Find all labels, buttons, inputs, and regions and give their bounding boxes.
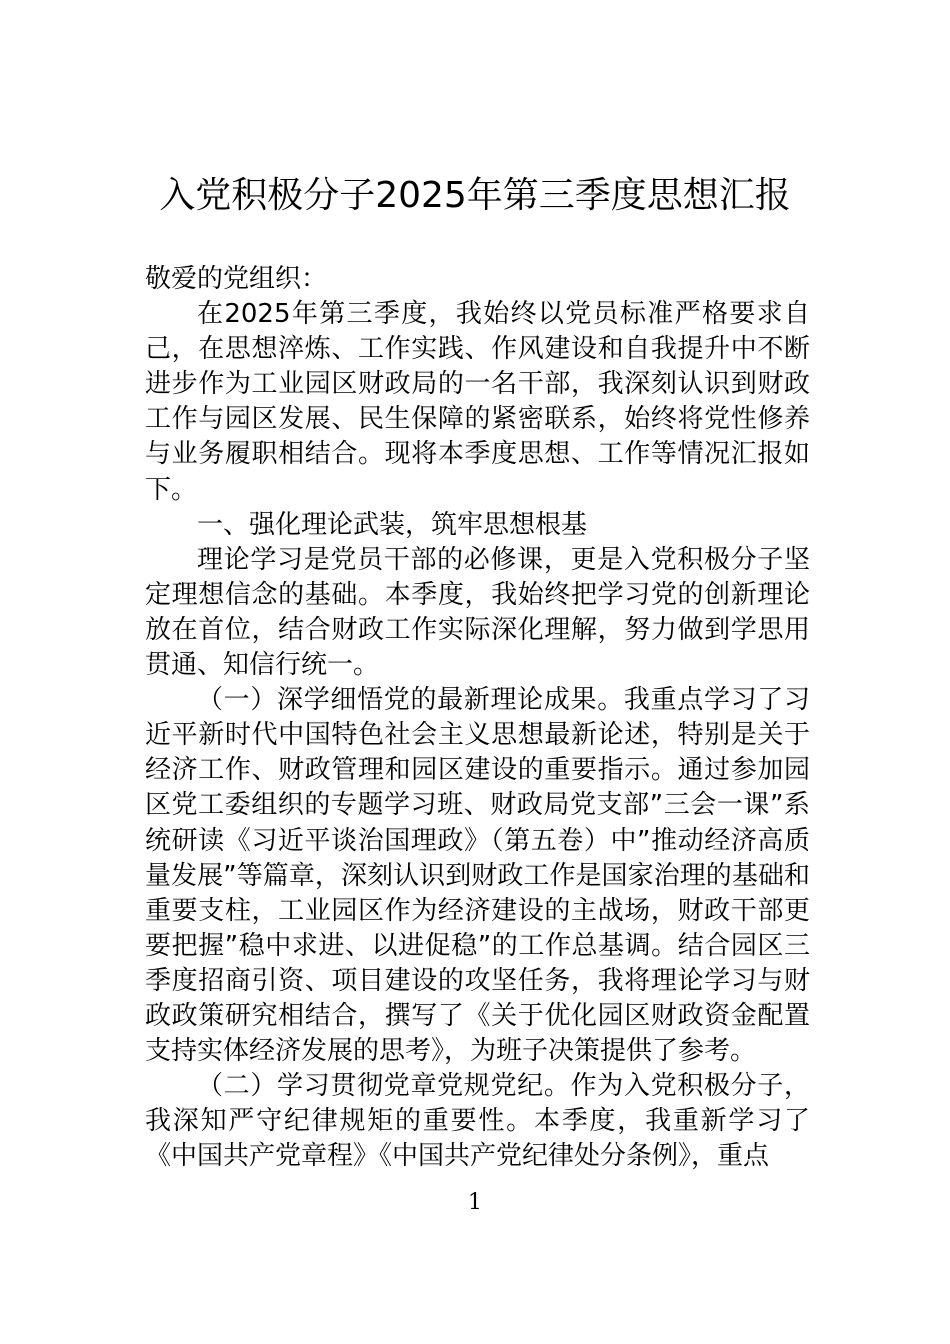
- section-heading-1: 一、强化理论武装，筑牢思想根基: [197, 509, 588, 540]
- section-1-paragraph: 理论学习是党员干部的必修课，更是入党积极分子坚定理想信念的基础。本季度，我始终把学习党的创新理论放在首位，结合财政工作实际深化理解，努力做到学思用贯通、知信行统一。: [145, 544, 810, 681]
- intro-paragraph: 在2025年第三季度，我始终以党员标准严格要求自己，在思想淬炼、工作实践、作风建设和自我提升中不断进步作为工业园区财政局的一名干部，我深刻认识到财政工作与园区发展、民生保障的紧密联系，始终将党性修养与业务履职相结合。现将本季度思想、工作等情况汇报如下。: [145, 299, 810, 505]
- document-body: [145, 262, 810, 1174]
- document-title: 入党积极分子2025年第三季度思想汇报: [159, 175, 791, 216]
- salutation: 敬爱的党组织：: [145, 264, 328, 294]
- page-number: 1: [468, 1190, 482, 1215]
- subsection-1-paragraph: （一）深学细悟党的最新理论成果。我重点学习了习近平新时代中国特色社会主义思想最新论述，特别是关于经济工作、财政管理和园区建设的重要指示。通过参加园区党工委组织的专题学习班、财政局党支部”三会一课”系统研读《习近平谈治国理政》（第五卷）中”推动经济高质量发展”等篇章，深刻认识到财政工作是国家治理的基础和重要支柱，工业园区作为经济建设的主战场，财政干部更要把握”稳中求进、以进促稳”的工作总基调。结合园区三季度招商引资、项目建设的攻坚任务，我将理论学习与财政政策研究相结合，撰写了《关于优化园区财政资金配置支持实体经济发展的思考》，为班子决策提供了参考。: [145, 685, 810, 1067]
- subsection-2-paragraph: （二）学习贯彻党章党规党纪。作为入党积极分子，我深知严守纪律规矩的重要性。本季度，我重新学习了《中国共产党章程》《中国共产党纪律处分条例》，重点: [145, 1071, 810, 1172]
